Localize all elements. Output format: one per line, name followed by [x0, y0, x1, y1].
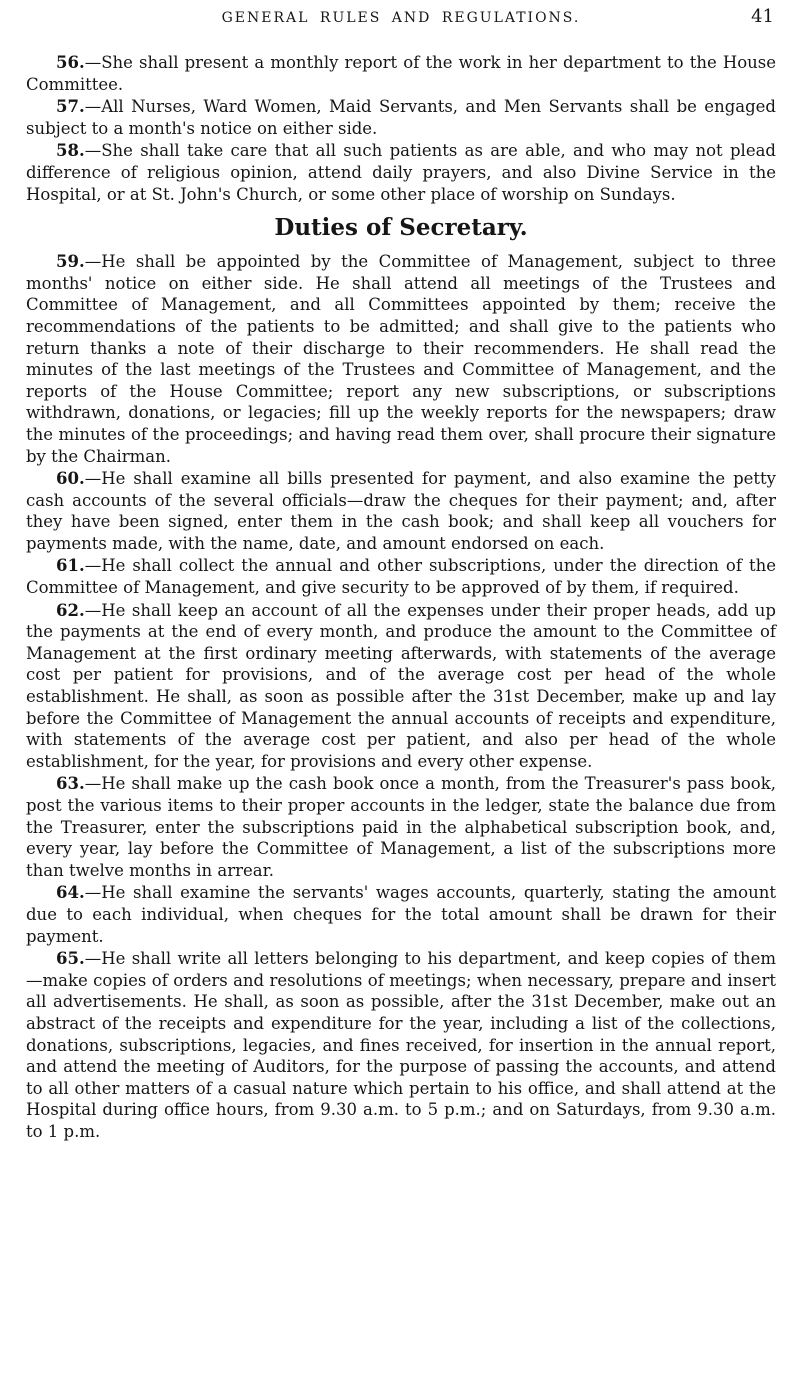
rule-text: —He shall examine the servants' wages accounts, quarterly, stating the amount due to each individual, when cheques for the total amount shall be drawn for their payment. — [26, 883, 776, 946]
rule-text: —She shall present a monthly report of the work in her department to the House Committee. — [26, 53, 776, 94]
section-heading: Duties of Secretary. — [274, 214, 528, 242]
rule-text: —He shall collect the annual and other subscriptions, under the direction of the Committee of Management, and give security to be approved of by them, if required. — [26, 556, 776, 598]
rule-number: 58. — [56, 141, 85, 161]
rule-number: 59. — [56, 252, 85, 272]
rule-text: —He shall examine all bills presented for payment, and also examine the petty cash accounts of the several officials—draw the cheques for their payment; and, after they have been signed, enter them in the cash book; and shall keep all vouchers for payments made, with the name, date, and amount endorsed on each. — [26, 469, 776, 553]
rule-number: 57. — [56, 97, 85, 117]
rule-number: 56. — [56, 53, 85, 72]
rule-58 — [26, 140, 776, 205]
rule-number: 61. — [56, 556, 85, 576]
rule-59 — [26, 251, 776, 467]
rule-56 — [26, 52, 776, 95]
rule-number: 60. — [56, 469, 85, 489]
rule-57 — [26, 96, 776, 139]
rule-number: 65. — [56, 949, 85, 969]
rule-65 — [26, 948, 776, 1142]
rule-number: 64. — [56, 883, 85, 903]
rule-text: —He shall write all letters belonging to his department, and keep copies of them—make copies of orders and resolutions of meetings; when necessary, prepare and insert all advertisements. He shall, as soon as possible, after the 31st December, make out an abstract of the receipts and expenditure for the year, including a list of the collections, donations, subscriptions, legacies, and fines received, for insertion in the annual report, and attend the meeting of Auditors, for the purpose of passing the accounts, and attend to all other matters of a casual nature which pertain to his office, and shall attend at the Hospital during office hours, from 9.30 a.m. to 5 p.m.; and on Saturdays, from 9.30 a.m. to 1 p.m. — [26, 949, 776, 1141]
document-page — [26, 0, 776, 1379]
rule-64 — [26, 882, 776, 947]
rule-text: —All Nurses, Ward Women, Maid Servants, and Men Servants shall be engaged subject to a month's notice on either side. — [26, 97, 776, 138]
rule-61 — [26, 555, 776, 598]
rule-text: —He shall make up the cash book once a month, from the Treasurer's pass book, post the various items to their proper accounts in the ledger, state the balance due from the Treasurer, enter the subscriptions paid in the alphabetical subscription book, and, every year, lay before the Committee of Management, a list of the subscriptions more than twelve months in arrear. — [26, 774, 776, 880]
rule-60 — [26, 468, 776, 554]
running-title: GENERAL RULES AND REGULATIONS. — [221, 10, 581, 26]
rule-number: 63. — [56, 774, 85, 794]
rule-text: —He shall be appointed by the Committee of Management, subject to three months' notice on either side. He shall attend all meetings of the Trustees and Committee of Management, and all Committees appointed by them; receive the recommendations of the patients to be admitted; and shall give to the patients who return thanks a note of their discharge to their recommenders. He shall read the minutes of the last meetings of the Trustees and Committee of Management, and the reports of the House Committee; report any new subscriptions, or subscriptions withdrawn, donations, or legacies; fill up the weekly reports for the newspapers; draw the minutes of the proceedings; and having read them over, shall procure their signature by the Chairman. — [26, 252, 776, 466]
running-head — [26, 0, 776, 52]
page-number: 41 — [751, 6, 774, 27]
rule-text: —He shall keep an account of all the expenses under their proper heads, add up the payments at the end of every month, and produce the amount to the Committee of Management at the first ordinary meeting afterwards, with statements of the average cost per patient for provisions, and of the average cost per head of the whole establishment. He shall, as soon as possible after the 31st December, make up and lay before the Committee of Management the annual accounts of receipts and expenditure, with statements of the average cost per patient, and also per head of the whole establishment, for the year, for provisions and every other expense. — [26, 600, 776, 771]
rule-number: 62. — [56, 600, 85, 620]
rule-62 — [26, 600, 776, 773]
rule-text: —She shall take care that all such patients as are able, and who may not plead difference of religious opinion, attend daily prayers, and also Divine Service in the Hospital, or at St. John's Church, or some other place of worship on Sundays. — [26, 141, 776, 204]
rule-63 — [26, 773, 776, 881]
